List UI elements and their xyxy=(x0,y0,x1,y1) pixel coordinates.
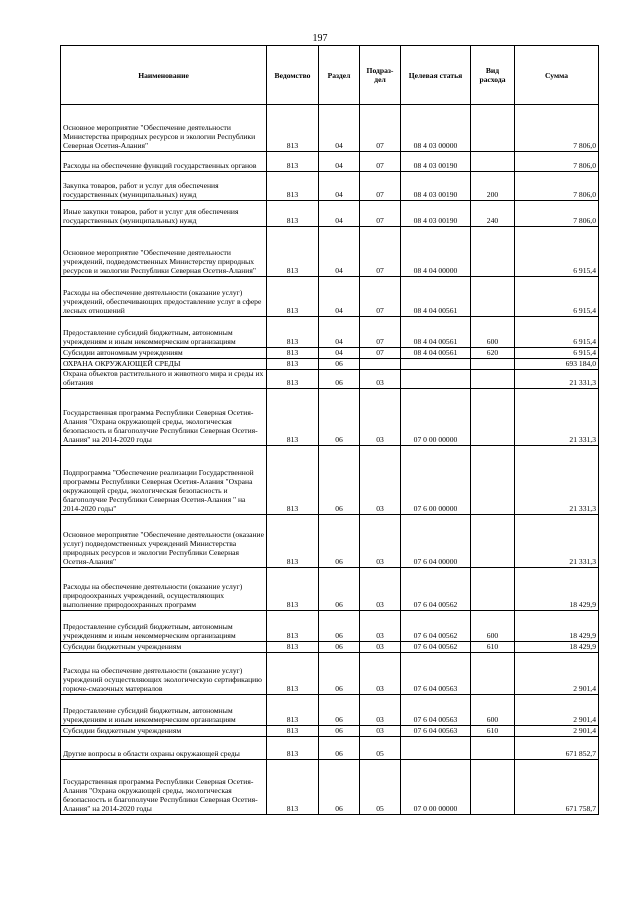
row-expense-type: 610 xyxy=(471,725,515,736)
row-expense-type xyxy=(471,359,515,370)
row-expense-type: 600 xyxy=(471,317,515,348)
row-name: Подпрограмма "Обеспечение реализации Государственной программы Республики Северная Осетия-Алания "Охрана окружающей среды, экологическая безопасность и благополучие Республики Северная Осетия-Алания " на 2014-2020 годы" xyxy=(61,445,267,514)
row-expense-type xyxy=(471,370,515,389)
row-name: Расходы на обеспечение деятельности (оказание услуг) учреждений, обеспечивающих предоставление услуг в сфере лесных отношений xyxy=(61,277,267,317)
row-subsection: 07 xyxy=(360,227,401,277)
row-name: Расходы на обеспечение деятельности (оказание услуг) природоохранных учреждений, осуществляющих выполнение природоохранных программ xyxy=(61,567,267,610)
row-expense-type: 610 xyxy=(471,641,515,652)
row-section: 06 xyxy=(319,759,360,814)
row-name: Государственная программа Республики Северная Осетия-Алания "Охрана окружающей среды, экологическая безопасность и благополучие Республики Северная Осетия-Алания" на 2014-2020 годы xyxy=(61,388,267,445)
row-expense-type xyxy=(471,152,515,172)
row-amount: 2 901,4 xyxy=(515,725,599,736)
table-row xyxy=(61,388,599,445)
row-target-article xyxy=(401,370,471,389)
table-row xyxy=(61,348,599,359)
row-section: 04 xyxy=(319,348,360,359)
row-name: Предоставление субсидий бюджетным, автономным учреждениям и иным некоммерческим организациям xyxy=(61,610,267,641)
row-subsection xyxy=(360,359,401,370)
row-target-article xyxy=(401,736,471,759)
header-expense-type: Вид расхода xyxy=(471,46,515,105)
row-target-article: 08 4 03 00190 xyxy=(401,201,471,227)
row-section: 06 xyxy=(319,610,360,641)
row-amount: 7 806,0 xyxy=(515,152,599,172)
table-row xyxy=(61,610,599,641)
table-row xyxy=(61,641,599,652)
row-section: 04 xyxy=(319,105,360,152)
row-section: 06 xyxy=(319,359,360,370)
row-target-article: 07 6 04 00562 xyxy=(401,641,471,652)
row-expense-type xyxy=(471,652,515,694)
row-department: 813 xyxy=(267,317,319,348)
table-row xyxy=(61,152,599,172)
row-name: Основное мероприятие "Обеспечение деятельности учреждений, подведомственных Министерству природных ресурсов и экологии Республики Северная Осетия-Алания" xyxy=(61,227,267,277)
row-expense-type xyxy=(471,759,515,814)
row-target-article: 08 4 03 00190 xyxy=(401,152,471,172)
row-department: 813 xyxy=(267,694,319,725)
header-subsection: Подраз-дел xyxy=(360,46,401,105)
row-target-article: 07 6 00 00000 xyxy=(401,445,471,514)
table-row xyxy=(61,359,599,370)
row-name: ОХРАНА ОКРУЖАЮЩЕЙ СРЕДЫ xyxy=(61,359,267,370)
row-amount: 6 915,4 xyxy=(515,277,599,317)
row-section: 06 xyxy=(319,388,360,445)
row-expense-type: 620 xyxy=(471,348,515,359)
row-name: Иные закупки товаров, работ и услуг для обеспечения государственных (муниципальных) нужд xyxy=(61,201,267,227)
row-department: 813 xyxy=(267,370,319,389)
row-amount: 671 852,7 xyxy=(515,736,599,759)
table-row xyxy=(61,227,599,277)
header-name: Наименование xyxy=(61,46,267,105)
row-section: 04 xyxy=(319,172,360,201)
header-target-article: Целевая статья xyxy=(401,46,471,105)
row-amount: 2 901,4 xyxy=(515,652,599,694)
row-department: 813 xyxy=(267,736,319,759)
row-subsection: 07 xyxy=(360,201,401,227)
row-target-article: 07 6 04 00562 xyxy=(401,567,471,610)
table-row xyxy=(61,725,599,736)
row-department: 813 xyxy=(267,445,319,514)
row-department: 813 xyxy=(267,388,319,445)
row-section: 06 xyxy=(319,641,360,652)
row-section: 06 xyxy=(319,445,360,514)
row-amount: 21 331,3 xyxy=(515,370,599,389)
row-section: 06 xyxy=(319,694,360,725)
row-name: Расходы на обеспечение функций государственных органов xyxy=(61,152,267,172)
row-amount: 671 758,7 xyxy=(515,759,599,814)
row-target-article: 08 4 03 00190 xyxy=(401,172,471,201)
row-amount: 7 806,0 xyxy=(515,172,599,201)
row-department: 813 xyxy=(267,348,319,359)
row-name: Государственная программа Республики Северная Осетия-Алания "Охрана окружающей среды, экологическая безопасность и благополучие Республики Северная Осетия-Алания" на 2014-2020 годы xyxy=(61,759,267,814)
row-expense-type xyxy=(471,388,515,445)
row-section: 06 xyxy=(319,736,360,759)
row-target-article: 08 4 04 00561 xyxy=(401,317,471,348)
row-subsection: 03 xyxy=(360,725,401,736)
row-target-article xyxy=(401,359,471,370)
table-row xyxy=(61,652,599,694)
row-department: 813 xyxy=(267,514,319,567)
row-amount: 6 915,4 xyxy=(515,227,599,277)
row-section: 06 xyxy=(319,567,360,610)
budget-table xyxy=(60,45,599,815)
row-expense-type: 200 xyxy=(471,172,515,201)
table-row xyxy=(61,317,599,348)
row-name: Предоставление субсидий бюджетным, автономным учреждениям и иным некоммерческим организациям xyxy=(61,317,267,348)
row-amount: 21 331,3 xyxy=(515,388,599,445)
header-department: Ведомство xyxy=(267,46,319,105)
row-subsection: 05 xyxy=(360,736,401,759)
page-number: 197 xyxy=(312,33,328,44)
table-row xyxy=(61,514,599,567)
row-target-article: 08 4 04 00561 xyxy=(401,277,471,317)
row-amount: 693 184,0 xyxy=(515,359,599,370)
row-amount: 18 429,9 xyxy=(515,567,599,610)
row-name: Основное мероприятие "Обеспечение деятельности Министерства природных ресурсов и экологии Республики Северная Осетия-Алания" xyxy=(61,105,267,152)
row-expense-type xyxy=(471,567,515,610)
row-name: Предоставление субсидий бюджетным, автономным учреждениям и иным некоммерческим организациям xyxy=(61,694,267,725)
row-target-article: 07 6 04 00563 xyxy=(401,725,471,736)
table-row xyxy=(61,370,599,389)
row-expense-type xyxy=(471,514,515,567)
row-subsection: 07 xyxy=(360,348,401,359)
row-expense-type: 600 xyxy=(471,694,515,725)
row-expense-type xyxy=(471,277,515,317)
row-target-article: 08 4 03 00000 xyxy=(401,105,471,152)
row-department: 813 xyxy=(267,227,319,277)
row-target-article: 07 6 04 00563 xyxy=(401,694,471,725)
row-section: 04 xyxy=(319,201,360,227)
row-subsection: 07 xyxy=(360,317,401,348)
row-department: 813 xyxy=(267,277,319,317)
table-row xyxy=(61,172,599,201)
row-subsection: 03 xyxy=(360,370,401,389)
row-target-article: 07 6 04 00000 xyxy=(401,514,471,567)
row-department: 813 xyxy=(267,725,319,736)
table-row xyxy=(61,736,599,759)
row-subsection: 07 xyxy=(360,172,401,201)
row-target-article: 07 6 04 00563 xyxy=(401,652,471,694)
row-expense-type xyxy=(471,227,515,277)
row-amount: 18 429,9 xyxy=(515,641,599,652)
row-name: Субсидии автономным учреждениям xyxy=(61,348,267,359)
row-subsection: 03 xyxy=(360,641,401,652)
table-row xyxy=(61,759,599,814)
row-amount: 6 915,4 xyxy=(515,317,599,348)
row-section: 06 xyxy=(319,370,360,389)
row-subsection: 05 xyxy=(360,759,401,814)
row-section: 06 xyxy=(319,652,360,694)
row-name: Охрана объектов растительного и животного мира и среды их обитания xyxy=(61,370,267,389)
row-name: Закупка товаров, работ и услуг для обеспечения государственных (муниципальных) нужд xyxy=(61,172,267,201)
row-name: Расходы на обеспечение деятельности (оказание услуг) учреждений осуществляющих экологическую сертификацию горюче-смазочных материалов xyxy=(61,652,267,694)
row-department: 813 xyxy=(267,759,319,814)
row-expense-type xyxy=(471,445,515,514)
row-expense-type: 240 xyxy=(471,201,515,227)
row-expense-type: 600 xyxy=(471,610,515,641)
row-subsection: 07 xyxy=(360,152,401,172)
row-subsection: 07 xyxy=(360,277,401,317)
row-expense-type xyxy=(471,105,515,152)
row-amount: 2 901,4 xyxy=(515,694,599,725)
header-amount: Сумма xyxy=(515,46,599,105)
row-subsection: 03 xyxy=(360,694,401,725)
row-name: Другие вопросы в области охраны окружающей среды xyxy=(61,736,267,759)
row-subsection: 03 xyxy=(360,514,401,567)
table-row xyxy=(61,105,599,152)
row-subsection: 03 xyxy=(360,567,401,610)
row-department: 813 xyxy=(267,359,319,370)
table-row xyxy=(61,277,599,317)
row-section: 04 xyxy=(319,277,360,317)
table-row xyxy=(61,567,599,610)
row-amount: 7 806,0 xyxy=(515,201,599,227)
row-department: 813 xyxy=(267,172,319,201)
row-section: 06 xyxy=(319,514,360,567)
row-department: 813 xyxy=(267,610,319,641)
row-target-article: 07 6 04 00562 xyxy=(401,610,471,641)
table-header-row xyxy=(61,46,599,105)
row-section: 04 xyxy=(319,227,360,277)
row-department: 813 xyxy=(267,201,319,227)
row-amount: 18 429,9 xyxy=(515,610,599,641)
row-amount: 21 331,3 xyxy=(515,445,599,514)
row-subsection: 07 xyxy=(360,105,401,152)
table-row xyxy=(61,201,599,227)
row-target-article: 08 4 04 00000 xyxy=(401,227,471,277)
row-section: 04 xyxy=(319,317,360,348)
table-row xyxy=(61,445,599,514)
row-section: 06 xyxy=(319,725,360,736)
row-target-article: 08 4 04 00561 xyxy=(401,348,471,359)
row-amount: 21 331,3 xyxy=(515,514,599,567)
row-target-article: 07 0 00 00000 xyxy=(401,759,471,814)
row-section: 04 xyxy=(319,152,360,172)
row-department: 813 xyxy=(267,152,319,172)
row-name: Субсидии бюджетным учреждениям xyxy=(61,641,267,652)
table-body xyxy=(61,105,599,815)
row-subsection: 03 xyxy=(360,652,401,694)
row-name: Основное мероприятие "Обеспечение деятельности (оказание услуг) подведомственных учреждений Министерства природных ресурсов и экологии Республики Северная Осетия-Алания" xyxy=(61,514,267,567)
row-subsection: 03 xyxy=(360,610,401,641)
row-department: 813 xyxy=(267,652,319,694)
row-amount: 6 915,4 xyxy=(515,348,599,359)
row-amount: 7 806,0 xyxy=(515,105,599,152)
row-subsection: 03 xyxy=(360,445,401,514)
row-subsection: 03 xyxy=(360,388,401,445)
row-department: 813 xyxy=(267,641,319,652)
row-expense-type xyxy=(471,736,515,759)
row-target-article: 07 0 00 00000 xyxy=(401,388,471,445)
row-name: Субсидии бюджетным учреждениям xyxy=(61,725,267,736)
row-department: 813 xyxy=(267,105,319,152)
row-department: 813 xyxy=(267,567,319,610)
header-section: Раздел xyxy=(319,46,360,105)
table-row xyxy=(61,694,599,725)
